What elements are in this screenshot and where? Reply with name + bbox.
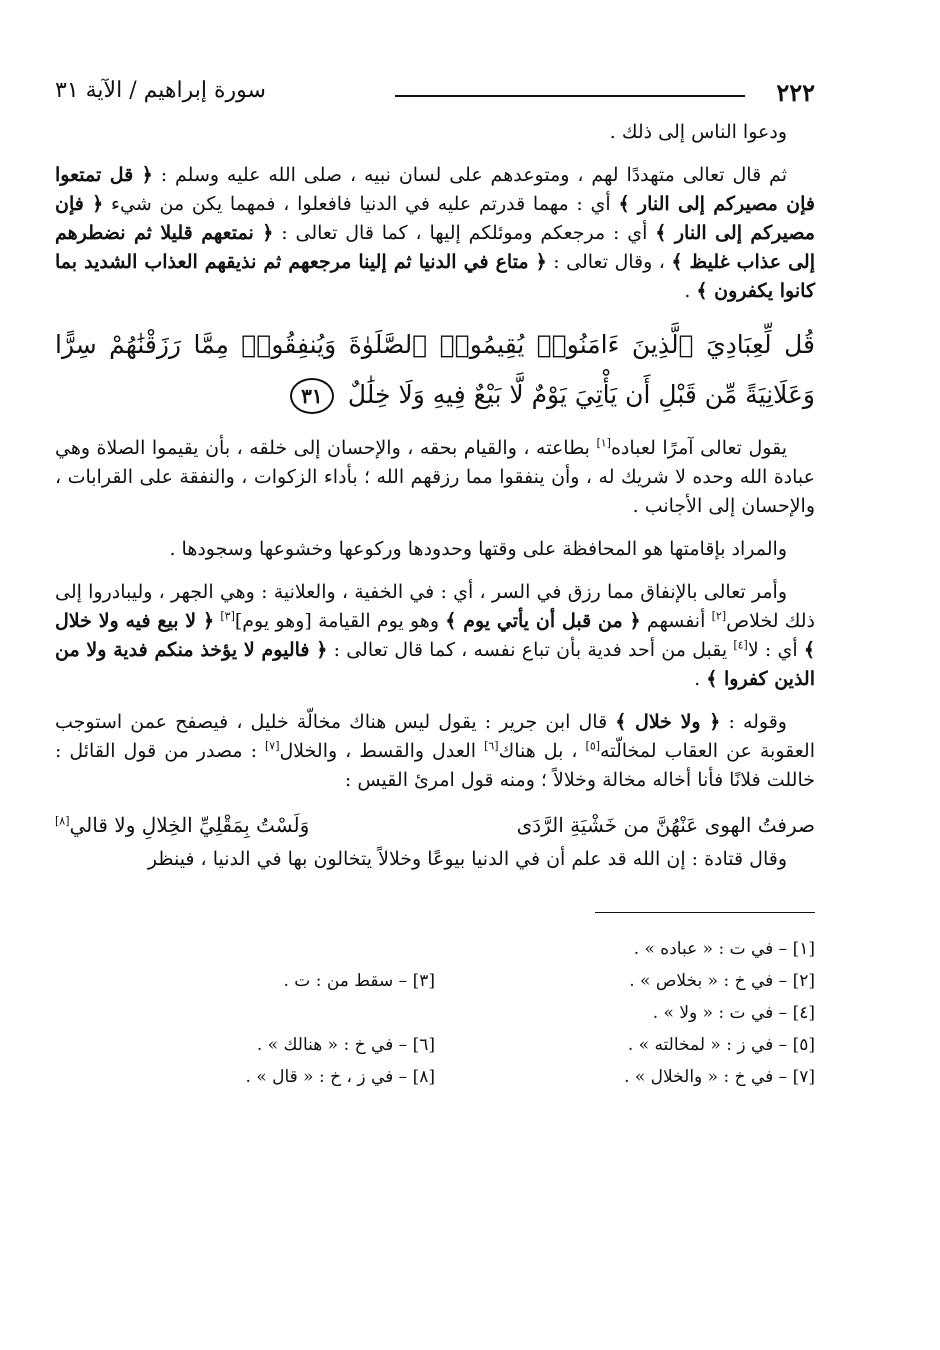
paragraph-text: قال ابن جرير : يقول ليس هناك مخالّة خليل ، فيصفح عمن استوجب العقوبة عن العقاب لمخالّته <box>55 711 815 762</box>
footnote-ref: [٤] <box>733 638 748 652</box>
footnote-row <box>55 933 815 965</box>
quran-quote: ﴿ فاليوم لا يؤخذ منكم فدية ولا من الذين كفروا ﴾ <box>55 639 815 690</box>
header-rule <box>395 95 745 97</box>
footnote-4: [٤] – في ت : « ولا » . <box>652 1003 815 1023</box>
paragraph-text: أنفسهم <box>640 610 712 632</box>
footnote-ref: [٣] <box>220 609 235 623</box>
footnote-3: [٣] – سقط من : ت . <box>283 971 435 991</box>
page-number: ٢٢٢ <box>776 78 815 107</box>
paragraph-3 <box>55 434 815 521</box>
footnote-ref: [٧] <box>264 739 280 753</box>
poem-second-hemistich <box>55 809 309 841</box>
page <box>55 70 815 1093</box>
paragraph-text: أي : مهما قدرتم عليه في الدنيا فافعلوا ، فمهما يكن من شيء <box>103 193 619 215</box>
poem-first-hemistich: صرفتُ الهوى عَنْهُنَّ من خَشْيَةِ الرَّدَى <box>516 813 815 837</box>
paragraph-text: . <box>684 280 697 302</box>
paragraph-2 <box>55 161 815 306</box>
paragraph-text: وقوله : <box>720 711 787 733</box>
footnote-7: [٧] – في خ : « والخلال » . <box>624 1067 815 1087</box>
footnote-row <box>55 997 815 1029</box>
footnote-separator <box>595 912 815 913</box>
footnote-ref: [٨] <box>55 814 70 828</box>
poem-text: وَلَسْتُ بِمَقْلِيِّ الخِلالِ ولا قالي <box>69 813 310 837</box>
running-title: سورة إبراهيم / الآية ٣١ <box>55 78 266 103</box>
verse-block <box>55 320 815 420</box>
quran-quote: ﴿ من قبل أن يأتي يوم ﴾ <box>445 610 641 632</box>
footnote-ref: [١] <box>596 436 611 450</box>
paragraph-text: . <box>694 668 707 690</box>
paragraph-text: وأمر تعالى بالإنفاق مما رزق في السر ، أي : في الخفية ، والعلانية : وهي الجهر ، وليبادروا إلى ذلك لخلاص <box>55 581 816 632</box>
quran-quote: ﴿ لا بيع فيه ولا خلال ﴾ <box>55 610 815 661</box>
footnotes <box>55 933 815 1093</box>
paragraph-text: ، وقال تعالى : <box>546 251 672 273</box>
footnote-row <box>55 1061 815 1093</box>
paragraph-text: وهو يوم القيامة [وهو يوم] <box>234 610 446 632</box>
ayah-number-marker: ٣١ <box>290 378 334 414</box>
paragraph-text: وقال قتادة : إن الله قد علم أن في الدنيا بيوعًا وخلالاً يتخالون بها في الدنيا ، فينظر <box>147 848 787 870</box>
paragraph-text: ثم قال تعالى متهددًا لهم ، ومتوعدهم على لسان نبيه ، صلى الله عليه وسلم : <box>152 164 787 186</box>
footnote-ref: [٥] <box>585 739 601 753</box>
paragraph-text: أي : لا <box>747 639 804 661</box>
footnote-5: [٥] – في ز : « لمخالته » . <box>627 1035 815 1055</box>
footnote-row <box>55 965 815 997</box>
paragraph-4 <box>55 535 815 564</box>
paragraph-text: : مصدر من قول القائل : خاللت فلانًا فأنا أخاله مخالة وخلالاً ؛ ومنه قول امرئ القيس : <box>55 740 815 791</box>
footnote-8: [٨] – في ز ، خ : « قال » . <box>245 1067 435 1087</box>
paragraph-text: يقول تعالى آمرًا لعباده <box>610 437 787 459</box>
quran-quote: ﴿ قل تمتعوا فإن مصيركم إلى النار ﴾ <box>55 164 815 215</box>
quran-quote: ﴿ فإن مصيركم إلى النار ﴾ <box>55 193 815 244</box>
paragraph-5 <box>55 578 815 694</box>
paragraph-text: ودعوا الناس إلى ذلك . <box>609 121 787 143</box>
footnote-ref: [٢] <box>711 609 727 623</box>
paragraph-text: العدل والقسط ، والخلال <box>279 740 485 762</box>
footnote-row <box>55 1029 815 1061</box>
poem-verse <box>55 809 815 841</box>
footnote-empty <box>55 997 435 1029</box>
paragraph-text: أي : مرجعكم وموئلكم إليها ، كما قال تعالى : <box>273 222 656 244</box>
paragraph-text: ، بل هناك <box>498 740 586 762</box>
footnote-6: [٦] – في خ : « هنالك » . <box>256 1035 435 1055</box>
verse-text: قُل لِّعِبَادِيَ ٱلَّذِينَ ءَامَنُوا۟ يُقِيمُوا۟ ٱلصَّلَوٰةَ وَيُنفِقُوا۟ مِمَّا رَزَقْنَٰهُمْ سِرًّا وَعَلَانِيَةً مِّن قَبْلِ أَن يَأْتِيَ يَوْمٌ لَّا بَيْعٌ فِيهِ وَلَا خِلَٰلٌ <box>55 330 815 409</box>
paragraph-6 <box>55 708 815 795</box>
footnote-ref: [٦] <box>484 739 499 753</box>
paragraph-text: يقبل من أحد فدية بأن تباع نفسه ، كما قال تعالى : <box>327 639 734 661</box>
footnote-empty <box>55 933 435 965</box>
paragraph-7 <box>55 845 815 874</box>
quran-quote: ﴿ متاع في الدنيا ثم إلينا مرجعهم ثم نذيقهم العذاب الشديد بما كانوا يكفرون ﴾ <box>55 251 815 302</box>
paragraph-1 <box>55 118 815 147</box>
paragraph-text: والمراد بإقامتها هو المحافظة على وقتها وحدودها وركوعها وخشوعها وسجودها . <box>169 538 787 560</box>
paragraph-text: بطاعته ، والقيام بحقه ، والإحسان إلى خلقه ، بأن يقيموا الصلاة وهي عبادة الله وحده لا شريك له ، وأن ينفقوا مما رزقهم الله ؛ بأداء الزكوات ، والنفقة على القرابات ، والإحسان إلى الأجانب . <box>55 437 815 517</box>
footnote-1: [١] – في ت : « عباده » . <box>633 939 815 959</box>
quran-quote: ﴿ ولا خلال ﴾ <box>615 711 721 733</box>
footnote-2: [٢] – في خ : « بخلاص » . <box>629 971 815 991</box>
page-header <box>55 70 815 108</box>
quran-quote: ﴿ نمتعهم قليلا ثم نضطرهم إلى عذاب غليظ ﴾ <box>55 222 815 273</box>
